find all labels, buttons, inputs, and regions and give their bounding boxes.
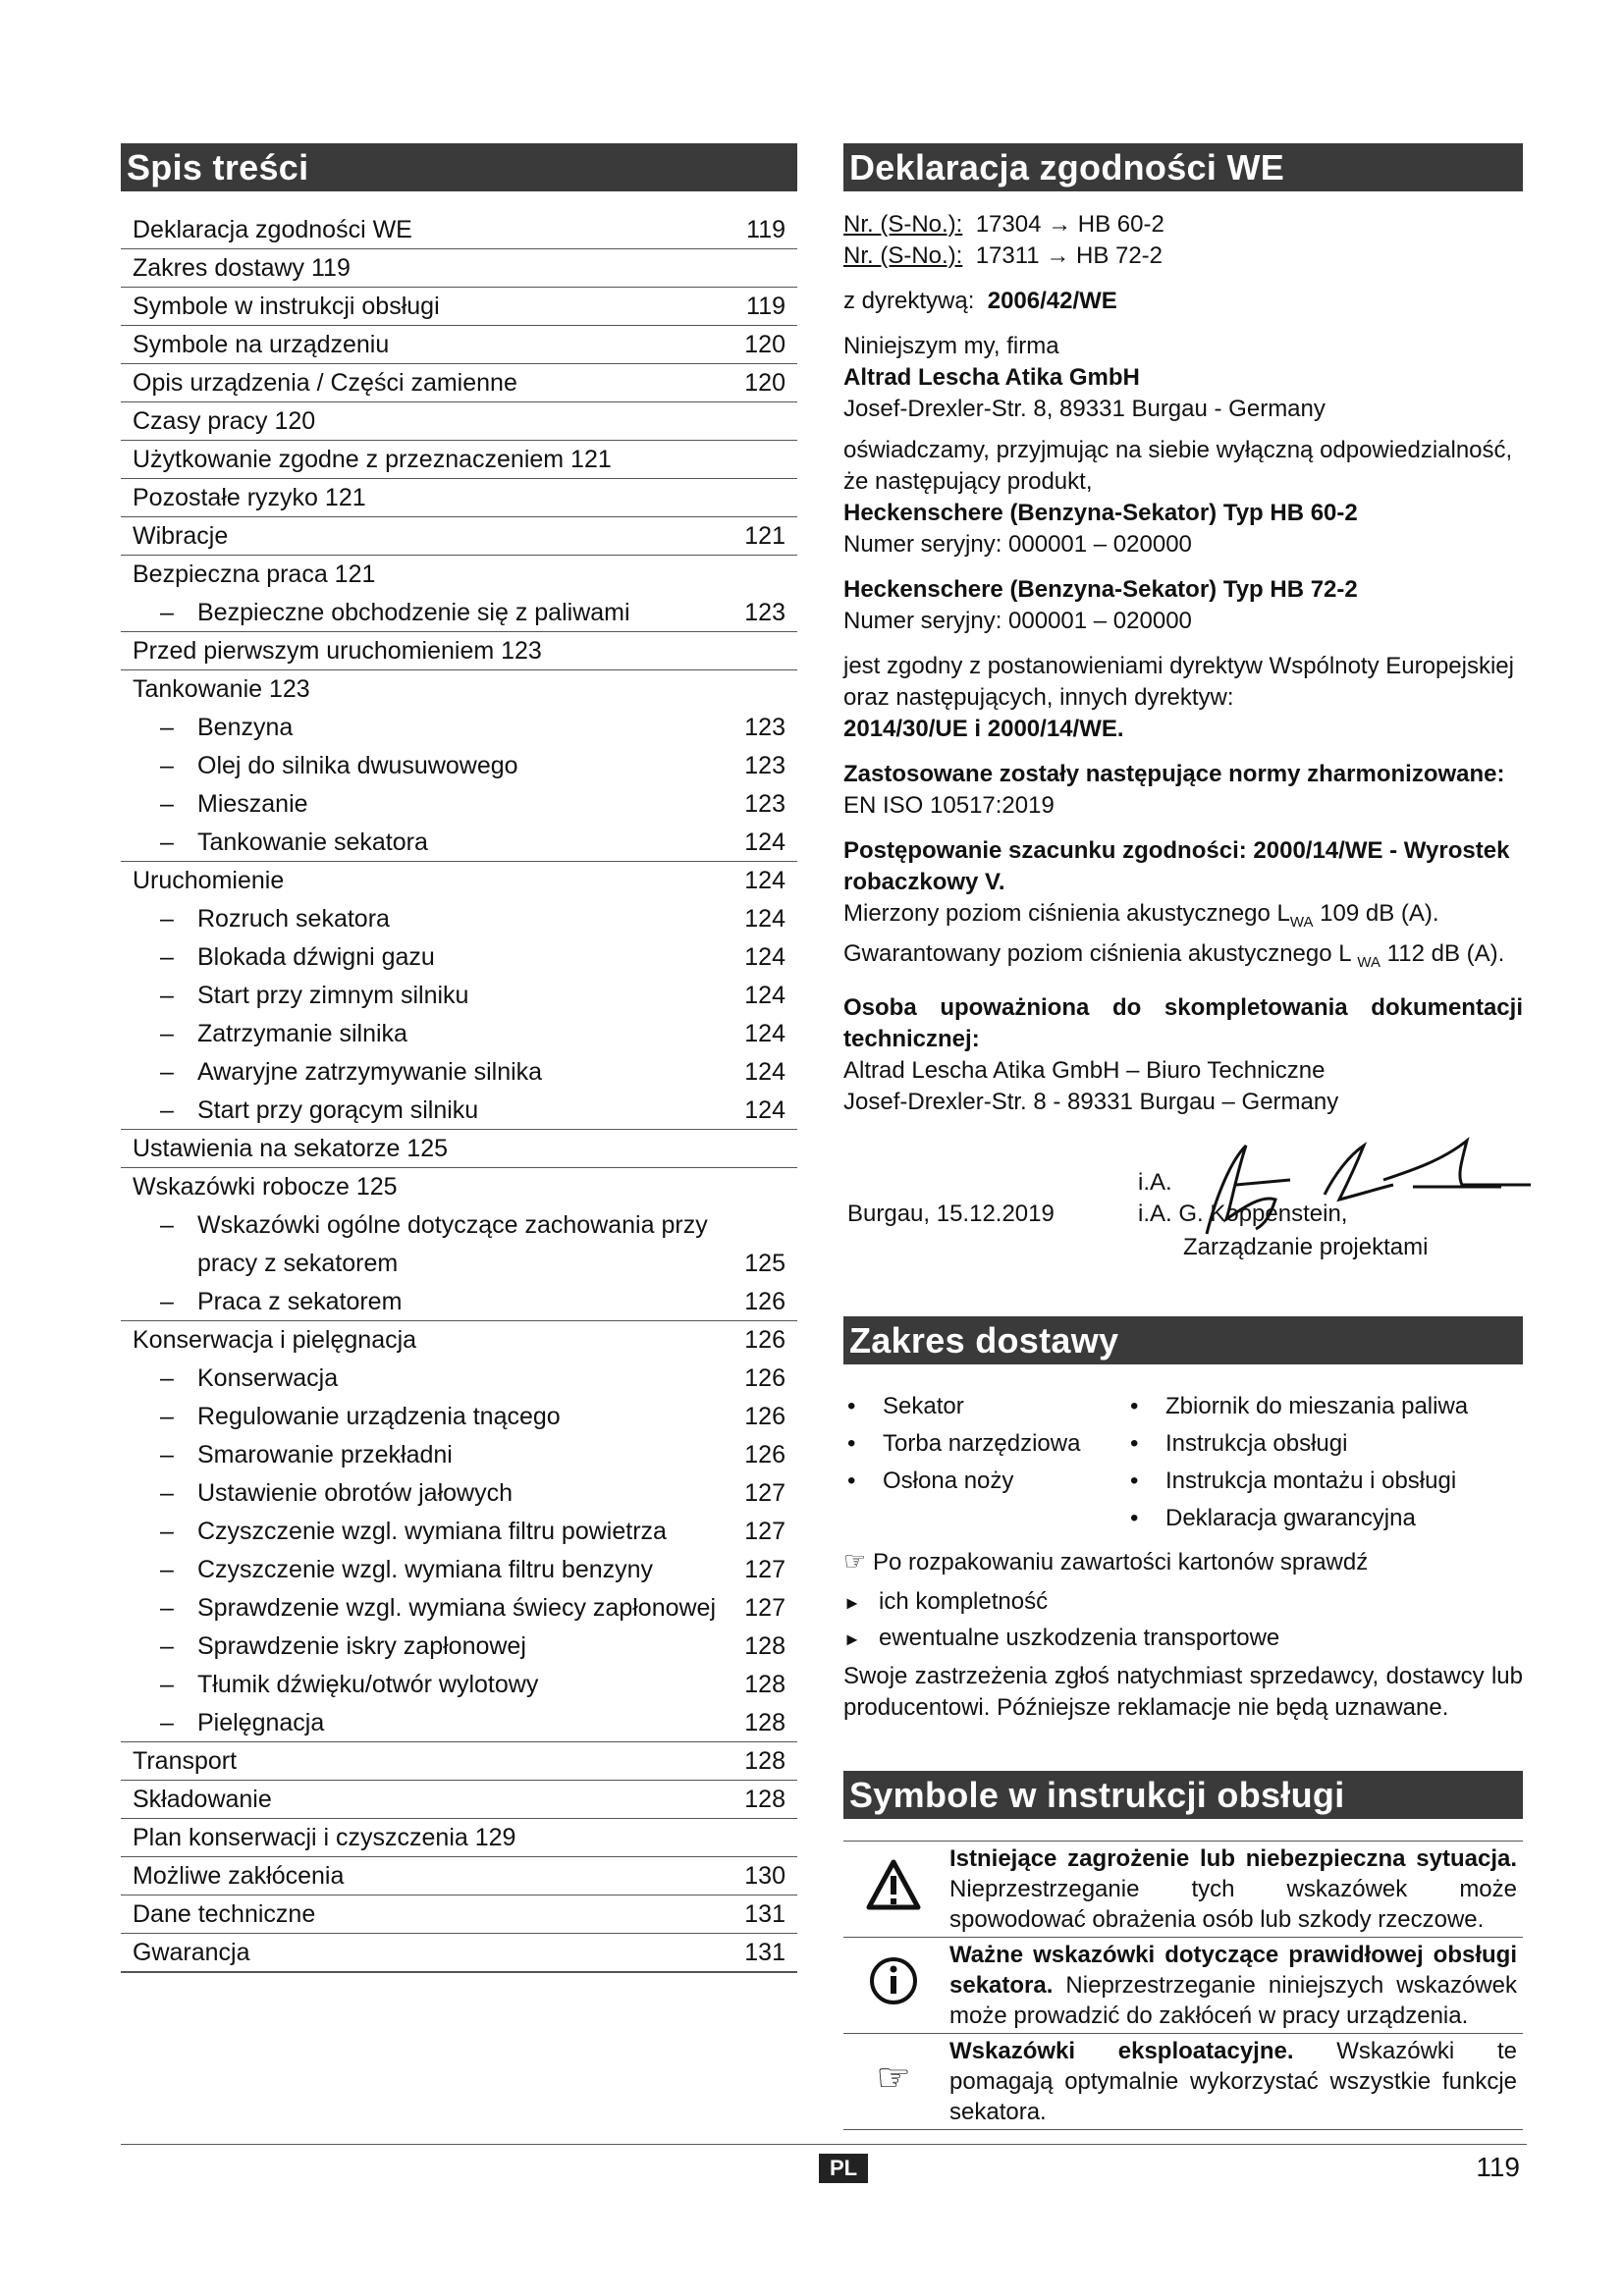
company-address: Josef-Drexler-Str. 8, 89331 Burgau - Germany — [843, 396, 1326, 422]
procedure: Postępowanie szacunku zgodności: 2000/14/WE - Wyrostek robaczkowy V. — [843, 837, 1510, 895]
bullet-icon: • — [847, 1392, 856, 1419]
toc-row[interactable] — [121, 479, 797, 517]
guaranteed-level — [843, 938, 1523, 979]
delivery-list — [843, 1388, 1523, 1535]
delivery-item — [847, 1388, 1080, 1425]
dash-marker: – — [160, 1020, 174, 1047]
toc-label: Bezpieczna praca 121 — [133, 561, 376, 588]
toc-row[interactable] — [121, 1360, 797, 1398]
toc-row[interactable] — [121, 1321, 797, 1360]
toc-label: Przed pierwszym uruchomieniem 123 — [133, 637, 542, 665]
toc-page: 124 — [744, 867, 785, 894]
toc-label: Plan konserwacji i czyszczenia 129 — [133, 1824, 516, 1851]
symbol-row — [843, 2033, 1523, 2129]
arrow-bullet-icon: ► — [843, 1629, 861, 1649]
dash-marker: – — [160, 790, 174, 818]
toc-label: Konserwacja i pielęgnacja — [133, 1326, 417, 1354]
toc-page: 120 — [744, 331, 785, 358]
toc-row[interactable] — [121, 288, 797, 326]
dash-marker: – — [160, 943, 174, 971]
dash-marker: – — [160, 1364, 174, 1392]
delivery-item — [847, 1463, 1080, 1500]
toc-row[interactable] — [121, 1092, 797, 1130]
toc-label: Start przy zimnym silniku — [197, 982, 469, 1009]
toc-label: Symbole na urządzeniu — [133, 331, 390, 358]
toc-page: 123 — [744, 714, 785, 741]
symbol-text: Nieprzestrzeganie tych wskazówek może spowodować obrażenia osób lub szkody rzeczowe. — [949, 1875, 1517, 1933]
toc-label: Czyszczenie wzgl. wymiana filtru benzyny — [197, 1556, 654, 1583]
toc-label: Symbole w instrukcji obsługi — [133, 293, 440, 320]
toc-row[interactable] — [121, 1474, 797, 1513]
bullet-icon: • — [847, 1467, 856, 1494]
check-item — [843, 1621, 1523, 1657]
toc-row[interactable] — [121, 1589, 797, 1628]
toc-row[interactable] — [121, 1704, 797, 1742]
dash-marker: – — [160, 599, 174, 626]
toc-row[interactable] — [121, 517, 797, 556]
toc-row[interactable] — [121, 977, 797, 1015]
measured-sub: WA — [1289, 913, 1314, 931]
dash-marker: – — [160, 752, 174, 779]
symbols-title: Symbole w instrukcji obsługi — [843, 1771, 1523, 1819]
delivery-item — [1130, 1463, 1468, 1500]
info-icon — [843, 1937, 944, 2033]
delivery-item — [1130, 1425, 1468, 1463]
toc-row[interactable] — [121, 862, 797, 900]
toc-page: 127 — [744, 1594, 785, 1622]
serial-2: Numer seryjny: 000001 – 020000 — [843, 608, 1192, 634]
toc-page: 126 — [744, 1403, 785, 1430]
toc-page: 124 — [744, 1020, 785, 1047]
handwritten-signature — [1177, 1126, 1531, 1254]
delivery-item-text: Zbiornik do mieszania paliwa — [1165, 1392, 1469, 1419]
toc-row[interactable] — [121, 211, 797, 249]
guaranteed-value: 112 dB (A). — [1380, 939, 1505, 967]
directive: 2006/42/WE — [987, 288, 1117, 314]
toc-label: Możliwe zakłócenia — [133, 1862, 345, 1890]
toc-page: 124 — [744, 905, 785, 933]
toc-label: Uruchomienie — [133, 867, 285, 894]
nr-value: 17304 → HB 60-2 — [975, 211, 1164, 238]
toc-label: Tłumik dźwięku/otwór wylotowy — [197, 1671, 539, 1698]
dash-marker: – — [160, 905, 174, 933]
norm: EN ISO 10517:2019 — [843, 792, 1055, 819]
toc-row[interactable] — [121, 1206, 797, 1283]
directive-line — [843, 286, 1523, 317]
toc-label: Deklaracja zgodności WE — [133, 216, 412, 243]
page-number: 119 — [1476, 2152, 1520, 2182]
delivery-item-text: Deklaracja gwarancyjna — [1165, 1504, 1416, 1531]
toc-label: Zakres dostawy 119 — [133, 254, 351, 282]
toc-row[interactable] — [121, 556, 797, 594]
toc-row[interactable] — [121, 1742, 797, 1781]
product-2: Heckenschere (Benzyna-Sekator) Typ HB 72-2 — [843, 576, 1358, 603]
complaint-text: Swoje zastrzeżenia zgłoś natychmiast sprzedawcy, dostawcy lub producentowi. Późniejsze reklamacje nie będą uznawane. — [843, 1662, 1523, 1721]
toc-row[interactable] — [121, 1053, 797, 1092]
company-name: Altrad Lescha Atika GmbH — [843, 364, 1140, 391]
toc-page: 123 — [744, 599, 785, 626]
dash-marker: – — [160, 1288, 174, 1315]
toc-label: Pozostałe ryzyko 121 — [133, 484, 366, 511]
toc-page: 126 — [744, 1288, 785, 1315]
toc-label: Praca z sekatorem — [197, 1288, 403, 1315]
toc-label: Mieszanie — [197, 790, 308, 818]
symbol-text: Nieprzestrzeganie niniejszych wskazówek może prowadzić do zakłóceń w pracy urządzenia. — [949, 1971, 1517, 2029]
warning-icon — [843, 1841, 944, 1937]
signature-block — [843, 1136, 1523, 1273]
authorized-heading: Osoba upoważniona do skompletowania dokumentacji technicznej: — [843, 993, 1523, 1052]
symbol-description — [944, 1937, 1523, 2033]
toc-page: 125 — [744, 1250, 785, 1277]
toc-label: Sprawdzenie wzgl. wymiana świecy zapłonowej — [197, 1594, 717, 1622]
dash-marker: – — [160, 1632, 174, 1660]
toc-page: 119 — [746, 293, 785, 320]
office: Altrad Lescha Atika GmbH – Biuro Techniczne — [843, 1056, 1326, 1084]
toc-row[interactable] — [121, 1819, 797, 1857]
declaration-title: Deklaracja zgodności WE — [843, 143, 1523, 191]
toc-row[interactable] — [121, 1283, 797, 1321]
toc-page: 124 — [744, 943, 785, 971]
toc-row[interactable] — [121, 1513, 797, 1551]
toc-row[interactable] — [121, 709, 797, 747]
dash-marker: – — [160, 1594, 174, 1622]
toc-row[interactable] — [121, 402, 797, 441]
dash-marker: – — [160, 982, 174, 1009]
toc-label: Konserwacja — [197, 1364, 339, 1392]
toc-page: 131 — [744, 1939, 785, 1966]
toc-label: Wibracje — [133, 522, 229, 550]
toc-row[interactable] — [121, 938, 797, 977]
toc-label: Użytkowanie zgodne z przeznaczeniem 121 — [133, 446, 612, 473]
ia-label: i.A. — [1138, 1168, 1172, 1196]
toc-row[interactable] — [121, 1781, 797, 1819]
toc-row[interactable] — [121, 594, 797, 632]
office-address: Josef-Drexler-Str. 8 - 89331 Burgau – Germany — [843, 1088, 1339, 1115]
other-directives: 2014/30/UE i 2000/14/WE. — [843, 716, 1124, 742]
signer: i.A. G. Koppenstein, — [1138, 1200, 1348, 1227]
symbol-row — [843, 1937, 1523, 2033]
right-column — [843, 143, 1523, 2130]
dash-marker: – — [160, 1403, 174, 1430]
toc-page: 128 — [744, 1786, 785, 1813]
measured-level — [843, 898, 1523, 938]
conformity-text: jest zgodny z postanowieniami dyrektyw Wspólnoty Europejskiej oraz następujących, innych dyrektyw: — [843, 653, 1514, 711]
toc-label: Bezpieczne obchodzenie się z paliwami — [197, 599, 630, 626]
bullet-icon: • — [1130, 1504, 1139, 1531]
model-number-1 — [843, 209, 1523, 240]
toc-label: Blokada dźwigni gazu — [197, 943, 435, 971]
toc-page: 126 — [744, 1326, 785, 1354]
delivery-item — [847, 1425, 1080, 1463]
toc-row[interactable] — [121, 1168, 797, 1206]
toc-row[interactable] — [121, 824, 797, 862]
measured-value: 109 dB (A). — [1313, 900, 1439, 927]
declaration-body — [843, 209, 1523, 1273]
dash-marker: – — [160, 1211, 174, 1239]
toc-section — [121, 143, 797, 1973]
toc-row[interactable] — [121, 632, 797, 670]
toc-row[interactable] — [121, 1436, 797, 1474]
statement: oświadczamy, przyjmując na siebie wyłączną odpowiedzialność, że następujący produkt, — [843, 437, 1513, 495]
toc-page: 131 — [744, 1900, 785, 1928]
toc-row[interactable] — [121, 1551, 797, 1589]
check-item — [843, 1584, 1523, 1621]
toc-label: Pielęgnacja — [197, 1709, 325, 1736]
toc-label: Składowanie — [133, 1786, 272, 1813]
toc-row[interactable] — [121, 364, 797, 402]
dash-marker: – — [160, 1441, 174, 1468]
symbol-heading: Wskazówki eksploatacyjne. — [949, 2037, 1294, 2064]
product-1: Heckenschere (Benzyna-Sekator) Typ HB 60-2 — [843, 500, 1358, 526]
toc-row[interactable] — [121, 1130, 797, 1168]
toc-row[interactable] — [121, 747, 797, 785]
check-item-text: ich kompletność — [879, 1587, 1049, 1615]
pointing-hand-icon: ☞ — [843, 2033, 944, 2129]
toc-label: Gwarancja — [133, 1939, 250, 1966]
toc-row[interactable] — [121, 670, 797, 709]
symbol-description — [944, 2033, 1523, 2129]
toc-label: Rozruch sekatora — [197, 905, 390, 933]
symbol-heading: Ważne wskazówki dotyczące prawidłowej obsługi sekatora. — [949, 1941, 1517, 1999]
toc-label: Transport — [133, 1747, 238, 1775]
toc-page: 124 — [744, 982, 785, 1009]
bullet-icon: • — [1130, 1392, 1139, 1419]
toc-page: 130 — [744, 1862, 785, 1890]
toc-page: 126 — [744, 1441, 785, 1468]
language-badge: PL — [819, 2154, 868, 2183]
measured-text: Mierzony poziom ciśnienia akustycznego L — [843, 900, 1290, 927]
delivery-item-text: Instrukcja montażu i obsługi — [1165, 1467, 1457, 1494]
delivery-item-text: Osłona noży — [883, 1467, 1014, 1494]
dash-marker: – — [160, 1556, 174, 1583]
guaranteed-sub: WA — [1357, 953, 1380, 971]
toc-label: Benzyna — [197, 714, 294, 741]
dash-marker: – — [160, 1709, 174, 1736]
check-list — [843, 1584, 1523, 1657]
delivery-item-text: Sekator — [883, 1392, 964, 1419]
toc-row[interactable] — [121, 1934, 797, 1972]
toc-label: Zatrzymanie silnika — [197, 1020, 407, 1047]
toc-label: Tankowanie 123 — [133, 675, 310, 703]
toc-label: Sprawdzenie iskry zapłonowej — [197, 1632, 526, 1660]
nr-value: 17311 → HB 72-2 — [975, 242, 1164, 269]
norms-heading: Zastosowane zostały następujące normy zharmonizowane: — [843, 761, 1505, 787]
guaranteed-text: Gwarantowany poziom ciśnienia akustycznego L — [843, 939, 1358, 967]
toc-page: 128 — [744, 1632, 785, 1660]
dash-marker: – — [160, 1479, 174, 1507]
toc-label-cont: pracy z sekatorem — [197, 1250, 399, 1277]
toc-page: 123 — [744, 752, 785, 779]
toc-row[interactable] — [121, 900, 797, 938]
intro: Niniejszym my, firma — [843, 333, 1059, 359]
unpack-note-text: Po rozpakowaniu zawartości kartonów sprawdź — [872, 1548, 1369, 1575]
bullet-icon: • — [847, 1429, 856, 1457]
dash-marker: – — [160, 1058, 174, 1086]
arrow-bullet-icon: ► — [843, 1592, 861, 1613]
toc-row[interactable] — [121, 1628, 797, 1666]
toc-page: 124 — [744, 828, 785, 856]
toc-label: Regulowanie urządzenia tnącego — [197, 1403, 561, 1430]
toc-label: Ustawienia na sekatorze 125 — [133, 1135, 449, 1162]
toc-label: Start przy gorącym silniku — [197, 1096, 479, 1124]
toc-row[interactable] — [121, 1857, 797, 1896]
toc-page: 126 — [744, 1364, 785, 1392]
toc-title: Spis treści — [121, 143, 797, 191]
dash-marker: – — [160, 714, 174, 741]
symbol-text: Wskazówki te pomagają optymalnie wykorzystać wszystkie funkcje sekatora. — [949, 2037, 1517, 2125]
toc-page: 128 — [744, 1747, 785, 1775]
toc-page: 128 — [744, 1671, 785, 1698]
nr-label: Nr. (S-No.): — [843, 211, 963, 238]
dash-marker: – — [160, 1518, 174, 1545]
pointing-hand-icon: ☞ — [843, 1545, 867, 1575]
delivery-item — [1130, 1388, 1468, 1425]
dash-marker: – — [160, 1671, 174, 1698]
toc-page: 124 — [744, 1096, 785, 1124]
toc-page: 127 — [744, 1479, 785, 1507]
toc-page: 121 — [744, 522, 785, 550]
toc-label: Tankowanie sekatora — [197, 828, 428, 856]
toc-row[interactable] — [121, 1015, 797, 1053]
symbol-row — [843, 1841, 1523, 1937]
toc-list — [121, 211, 797, 1973]
model-number-2 — [843, 240, 1523, 272]
place-date: Burgau, 15.12.2019 — [847, 1200, 1055, 1227]
toc-label: Opis urządzenia / Części zamienne — [133, 369, 517, 397]
toc-page: 119 — [746, 216, 785, 243]
toc-page: 124 — [744, 1058, 785, 1086]
delivery-item — [1130, 1500, 1468, 1537]
dash-marker: – — [160, 1096, 174, 1124]
symbol-description — [944, 1841, 1523, 1937]
directive-prefix: z dyrektywą: — [843, 288, 975, 314]
bullet-icon: • — [1130, 1429, 1139, 1457]
delivery-col-2 — [1130, 1388, 1468, 1537]
delivery-item-text: Torba narzędziowa — [883, 1429, 1081, 1457]
toc-label: Wskazówki robocze 125 — [133, 1173, 398, 1201]
toc-page: 128 — [744, 1709, 785, 1736]
footer-divider — [121, 2144, 1527, 2145]
nr-label: Nr. (S-No.): — [843, 242, 963, 269]
toc-label: Awaryjne zatrzymywanie silnika — [197, 1058, 543, 1086]
bullet-icon: • — [1130, 1467, 1139, 1494]
toc-label: Czyszczenie wzgl. wymiana filtru powietrza — [197, 1518, 667, 1545]
unpack-note — [843, 1545, 1523, 1578]
toc-row[interactable] — [121, 1896, 797, 1934]
toc-label: Wskazówki ogólne dotyczące zachowania przy — [197, 1211, 708, 1239]
check-item-text: ewentualne uszkodzenia transportowe — [879, 1624, 1280, 1651]
toc-row[interactable] — [121, 326, 797, 364]
toc-label: Smarowanie przekładni — [197, 1441, 453, 1468]
delivery-item-text: Instrukcja obsługi — [1165, 1429, 1348, 1457]
toc-row[interactable] — [121, 249, 797, 288]
dash-marker: – — [160, 828, 174, 856]
toc-page: 127 — [744, 1518, 785, 1545]
toc-page: 120 — [744, 369, 785, 397]
serial-1: Numer seryjny: 000001 – 020000 — [843, 531, 1192, 558]
toc-label: Olej do silnika dwusuwowego — [197, 752, 518, 779]
toc-label: Ustawienie obrotów jałowych — [197, 1479, 513, 1507]
toc-label: Dane techniczne — [133, 1900, 316, 1928]
toc-page: 127 — [744, 1556, 785, 1583]
toc-row[interactable] — [121, 441, 797, 479]
symbols-table — [843, 1841, 1523, 2130]
symbol-heading: Istniejące zagrożenie lub niebezpieczna sytuacja. — [949, 1844, 1517, 1872]
toc-label: Czasy pracy 120 — [133, 407, 316, 435]
toc-row[interactable] — [121, 1666, 797, 1704]
delivery-title: Zakres dostawy — [843, 1316, 1523, 1364]
delivery-col-1 — [847, 1388, 1080, 1500]
signer-role: Zarządzanie projektami — [1183, 1233, 1429, 1260]
toc-page: 123 — [744, 790, 785, 818]
toc-row[interactable] — [121, 785, 797, 824]
toc-row[interactable] — [121, 1398, 797, 1436]
